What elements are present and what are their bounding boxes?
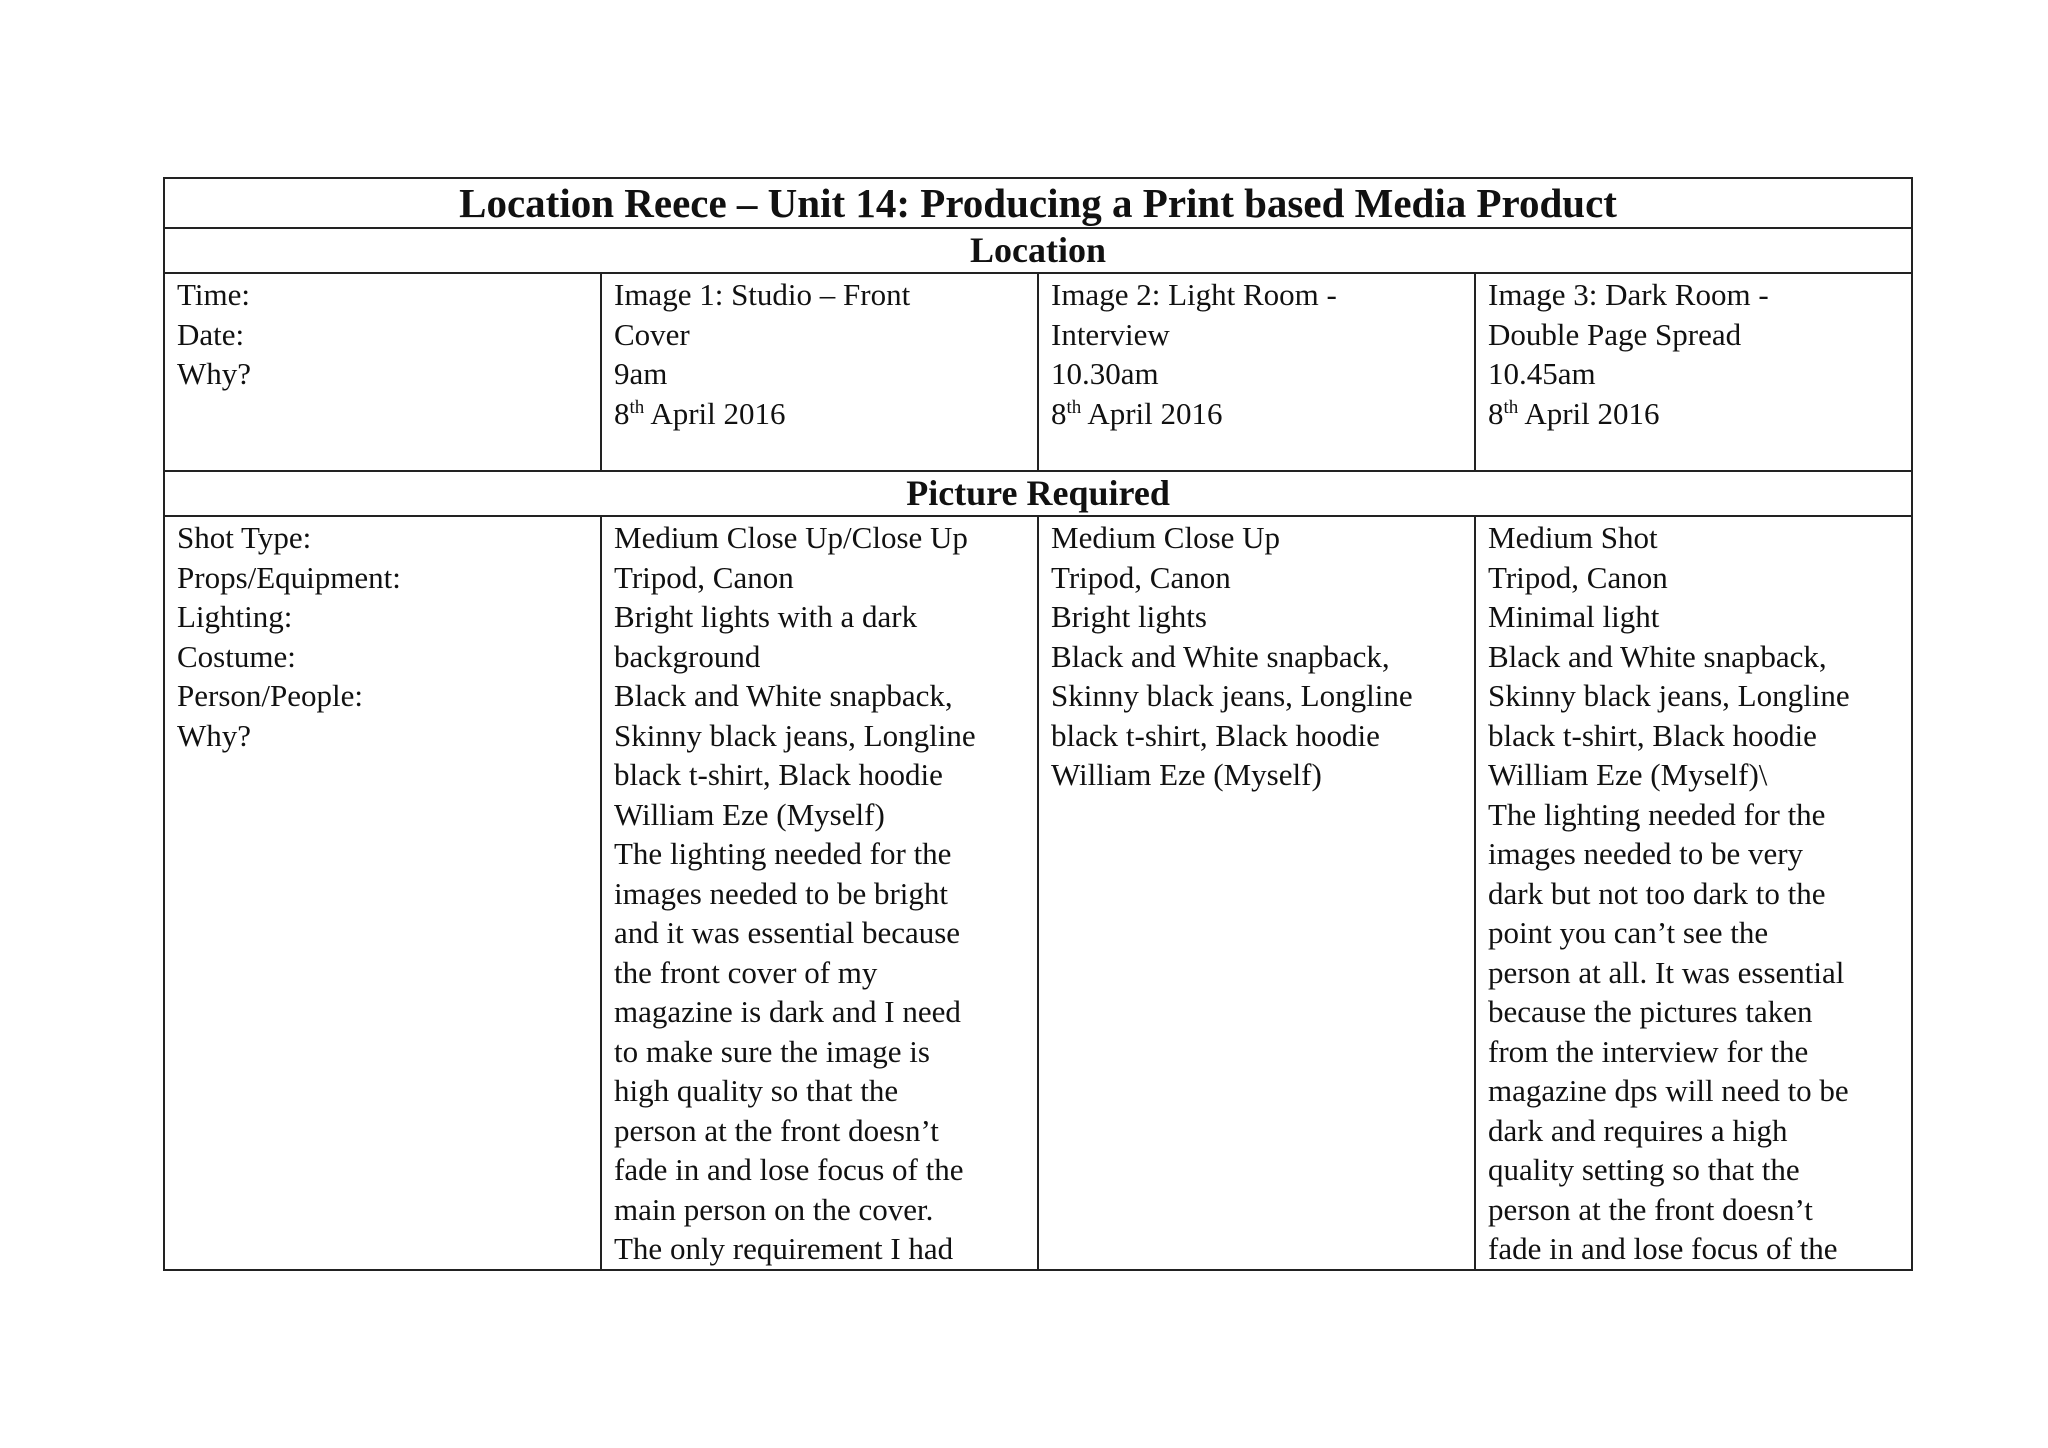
date-day: 8: [1488, 395, 1504, 431]
picture-label: Props/Equipment:: [177, 559, 401, 595]
location-detail-line: 10.30am: [1051, 356, 1159, 391]
picture-label: Shot Type:: [177, 520, 312, 555]
date-month-year: April 2016: [1081, 395, 1223, 431]
location-planning-table: [163, 177, 1913, 1271]
picture-detail-line: black t-shirt, Black hoodie: [1488, 717, 1817, 753]
picture-detail-line: Black and White snapback,: [614, 678, 953, 713]
date-month-year: April 2016: [644, 395, 786, 431]
picture-detail-line: Bright lights: [1051, 599, 1207, 634]
picture-detail-line: from the interview for the: [1488, 1033, 1809, 1069]
location-image-1-cell: [601, 273, 1038, 471]
location-label: Why?: [177, 356, 252, 391]
date-day: 8: [614, 395, 630, 431]
location-detail-line: Cover: [614, 316, 690, 352]
picture-label: Person/People:: [177, 678, 363, 713]
picture-row: [164, 516, 1912, 1270]
picture-image-1-cell: [601, 516, 1038, 1270]
picture-detail-line: Minimal light: [1488, 599, 1660, 634]
picture-detail-line: Skinny black jeans, Longline: [1051, 678, 1413, 713]
picture-detail-line: and it was essential because: [614, 915, 961, 950]
picture-detail-line: William Eze (Myself): [614, 796, 885, 832]
date-ordinal-suffix: th: [629, 396, 645, 418]
location-heading: Location: [164, 228, 1912, 273]
picture-label: Why?: [177, 717, 252, 753]
location-label: Date:: [177, 316, 245, 352]
picture-detail-line: background: [614, 638, 761, 674]
picture-image-3-cell: [1475, 516, 1912, 1270]
picture-detail-line: Skinny black jeans, Longline: [1488, 678, 1850, 713]
picture-detail-line: person at all. It was essential: [1488, 954, 1845, 990]
location-label: Time:: [177, 277, 250, 312]
picture-detail-line: dark and requires a high: [1488, 1112, 1788, 1148]
document-title: Location Reece – Unit 14: Producing a Print based Media Product: [164, 178, 1912, 228]
picture-detail-line: to make sure the image is: [614, 1033, 930, 1069]
picture-detail-line: black t-shirt, Black hoodie: [614, 757, 943, 792]
picture-detail-line: The lighting needed for the: [614, 836, 952, 871]
picture-detail-line: William Eze (Myself): [1051, 757, 1322, 792]
picture-detail-line: fade in and lose focus of the: [1488, 1231, 1838, 1266]
location-date-line: [1051, 394, 1462, 434]
date-ordinal-suffix: th: [1066, 396, 1082, 418]
location-detail-line: Image 1: Studio – Front: [614, 277, 911, 312]
picture-detail-line: Skinny black jeans, Longline: [614, 717, 976, 753]
location-row: [164, 273, 1912, 471]
picture-label: Costume:: [177, 638, 296, 674]
location-date-line: [614, 394, 1025, 434]
location-labels-cell: [164, 273, 601, 471]
picture-detail-line: fade in and lose focus of the: [614, 1152, 964, 1187]
picture-image-2-cell: [1038, 516, 1475, 1270]
picture-detail-line: Black and White snapback,: [1051, 638, 1390, 674]
location-image-2-cell: [1038, 273, 1475, 471]
location-detail-line: 9am: [614, 356, 668, 391]
picture-label: Lighting:: [177, 599, 293, 634]
picture-detail-line: main person on the cover.: [614, 1191, 934, 1227]
picture-detail-line: Medium Close Up: [1051, 520, 1281, 555]
picture-detail-line: dark but not too dark to the: [1488, 875, 1826, 911]
location-image-3-cell: [1475, 273, 1912, 471]
location-detail-line: 10.45am: [1488, 356, 1596, 391]
picture-detail-line: Black and White snapback,: [1488, 638, 1827, 674]
picture-detail-line: The lighting needed for the: [1488, 796, 1826, 832]
picture-detail-line: The only requirement I had: [614, 1231, 954, 1266]
picture-detail-line: high quality so that the: [614, 1073, 899, 1108]
location-detail-line: Interview: [1051, 316, 1170, 352]
picture-detail-line: magazine dps will need to be: [1488, 1073, 1849, 1108]
date-ordinal-suffix: th: [1503, 396, 1519, 418]
picture-detail-line: person at the front doesn’t: [1488, 1191, 1813, 1227]
picture-detail-line: Medium Shot: [1488, 520, 1658, 555]
picture-detail-line: Medium Close Up/Close Up: [614, 520, 968, 555]
location-detail-line: Double Page Spread: [1488, 316, 1742, 352]
picture-detail-line: images needed to be very: [1488, 836, 1804, 871]
picture-detail-line: Tripod, Canon: [1051, 559, 1231, 595]
picture-detail-line: the front cover of my: [614, 954, 878, 990]
location-detail-line: Image 2: Light Room -: [1051, 277, 1337, 312]
picture-detail-line: Tripod, Canon: [1488, 559, 1668, 595]
picture-required-heading: Picture Required: [164, 471, 1912, 516]
location-date-line: [1488, 394, 1899, 434]
date-month-year: April 2016: [1518, 395, 1660, 431]
picture-detail-line: images needed to be bright: [614, 875, 949, 911]
picture-detail-line: Bright lights with a dark: [614, 599, 918, 634]
picture-detail-line: magazine is dark and I need: [614, 994, 961, 1029]
picture-detail-line: William Eze (Myself)\: [1488, 757, 1768, 792]
location-detail-line: Image 3: Dark Room -: [1488, 277, 1769, 312]
picture-detail-line: Tripod, Canon: [614, 559, 794, 595]
picture-detail-line: quality setting so that the: [1488, 1152, 1800, 1187]
picture-detail-line: person at the front doesn’t: [614, 1112, 939, 1148]
picture-labels-cell: [164, 516, 601, 1270]
picture-detail-line: black t-shirt, Black hoodie: [1051, 717, 1380, 753]
picture-detail-line: point you can’t see the: [1488, 915, 1769, 950]
date-day: 8: [1051, 395, 1067, 431]
picture-detail-line: because the pictures taken: [1488, 994, 1813, 1029]
